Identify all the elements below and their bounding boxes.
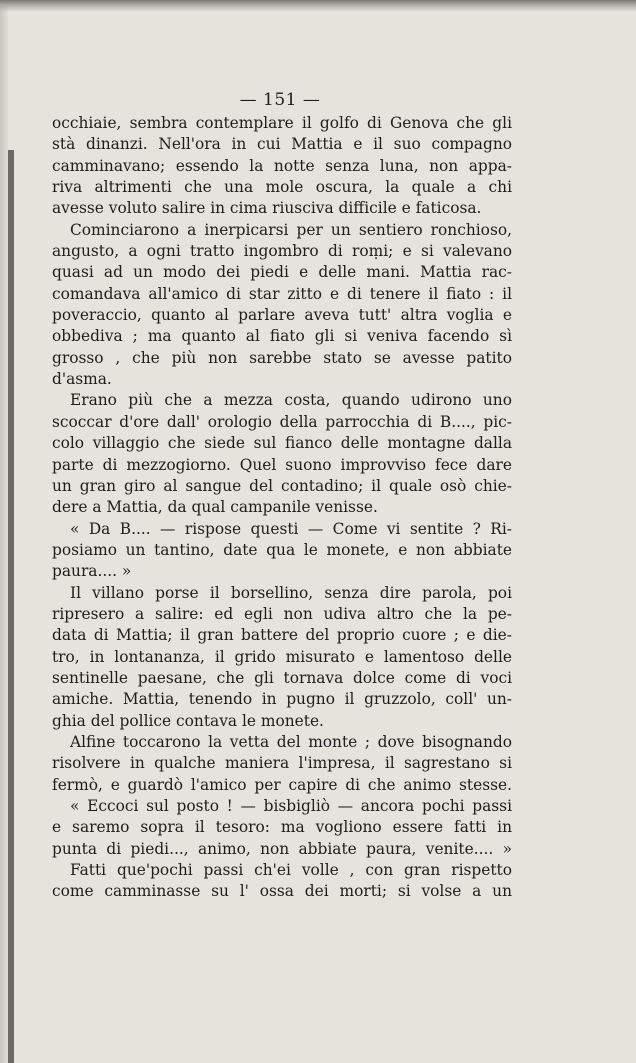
text-line: ripresero a salire: ed egli non udiva altro che la pe- (52, 604, 512, 623)
binding-edge (8, 150, 14, 1063)
text-line: avesse voluto salire in cima riusciva difficile e faticosa. (52, 199, 482, 218)
text-line: « Eccoci sul posto ! — bisbigliò — ancora pochi passi (70, 797, 512, 815)
text-line: tro, in lontananza, il grido misurato e lamentoso delle (52, 647, 512, 666)
text-line: e saremo sopra il tesoro: ma vogliono essere fatti in (52, 818, 512, 837)
text-line: Il villano porse il borsellino, senza dire parola, poi (70, 583, 512, 602)
text-line: risolvere in qualche maniera l'impresa, il sagrestano si (52, 754, 512, 773)
text-line: fermò, e guardò l'amico per capire di che animo stesse. (52, 775, 512, 794)
text-line: come camminasse su l' ossa dei morti; si volse a un (52, 882, 512, 901)
body-text (52, 113, 512, 903)
text-line: obbediva ; ma quanto al fiato gli si veniva facendo sì (52, 327, 512, 346)
text-line: poveraccio, quanto al parlare aveva tutt' altra voglia e (52, 306, 512, 325)
text-line: Fatti que'pochi passi ch'ei volle , con gran rispetto (70, 861, 512, 880)
text-line: Alfine toccarono la vetta del monte ; dove bisognando (70, 732, 512, 751)
text-line: Cominciarono a inerpicarsi per un sentiero ronchioso, (70, 220, 512, 239)
text-line: camminavano; essendo la notte senza luna, non appa- (52, 156, 512, 175)
text-line: scoccar d'ore dall' orologio della parrocchia di B...., pic- (52, 412, 512, 431)
page-number: — 151 — (239, 90, 321, 110)
page-left-margin-shade (0, 0, 8, 1063)
text-line: un gran giro al sangue del contadino; il quale osò chie- (52, 476, 512, 495)
text-line: comandava all'amico di star zitto e di tenere il fiato : il (52, 284, 512, 303)
text-line: occhiaie, sembra contemplare il golfo di Genova che gli (52, 114, 512, 132)
text-line: grosso , che più non sarebbe stato se avesse patito (52, 348, 512, 367)
text-line: riva altrimenti che una mole oscura, la quale a chi (52, 178, 512, 197)
text-line: ghia del pollice contava le monete. (52, 711, 324, 730)
page-top-shadow (0, 0, 636, 12)
text-line: sentinelle paesane, che gli tornava dolce come di voci (52, 668, 512, 687)
text-line: parte di mezzogiorno. Quel suono improvviso fece dare (52, 455, 512, 474)
text-line: amiche. Mattia, tenendo in pugno il gruzzolo, coll' un- (52, 690, 512, 709)
text-line: punta di piedi..., animo, non abbiate paura, venite.... » (52, 839, 512, 858)
text-line: d'asma. (52, 370, 112, 389)
text-line: paura.... » (52, 562, 132, 581)
text-line: « Da B.... — rispose questi — Come vi sentite ? Ri- (70, 519, 512, 538)
text-line: data di Mattia; il gran battere del proprio cuore ; e die- (52, 626, 512, 645)
text-line: posiamo un tantino, date qua le monete, e non abbiate (52, 540, 512, 559)
text-line: colo villaggio che siede sul fianco delle montagne dalla (52, 434, 512, 453)
text-line: dere a Mattia, da qual campanile venisse. (52, 498, 378, 517)
text-line: stà dinanzi. Nell'ora in cui Mattia e il suo compagno (52, 135, 512, 154)
text-line: angusto, a ogni tratto ingombro di roṃi; e si valevano (52, 242, 512, 261)
text-line: quasi ad un modo dei piedi e delle mani. Mattia rac- (52, 263, 512, 282)
text-line: Erano più che a mezza costa, quando udirono uno (70, 391, 512, 410)
